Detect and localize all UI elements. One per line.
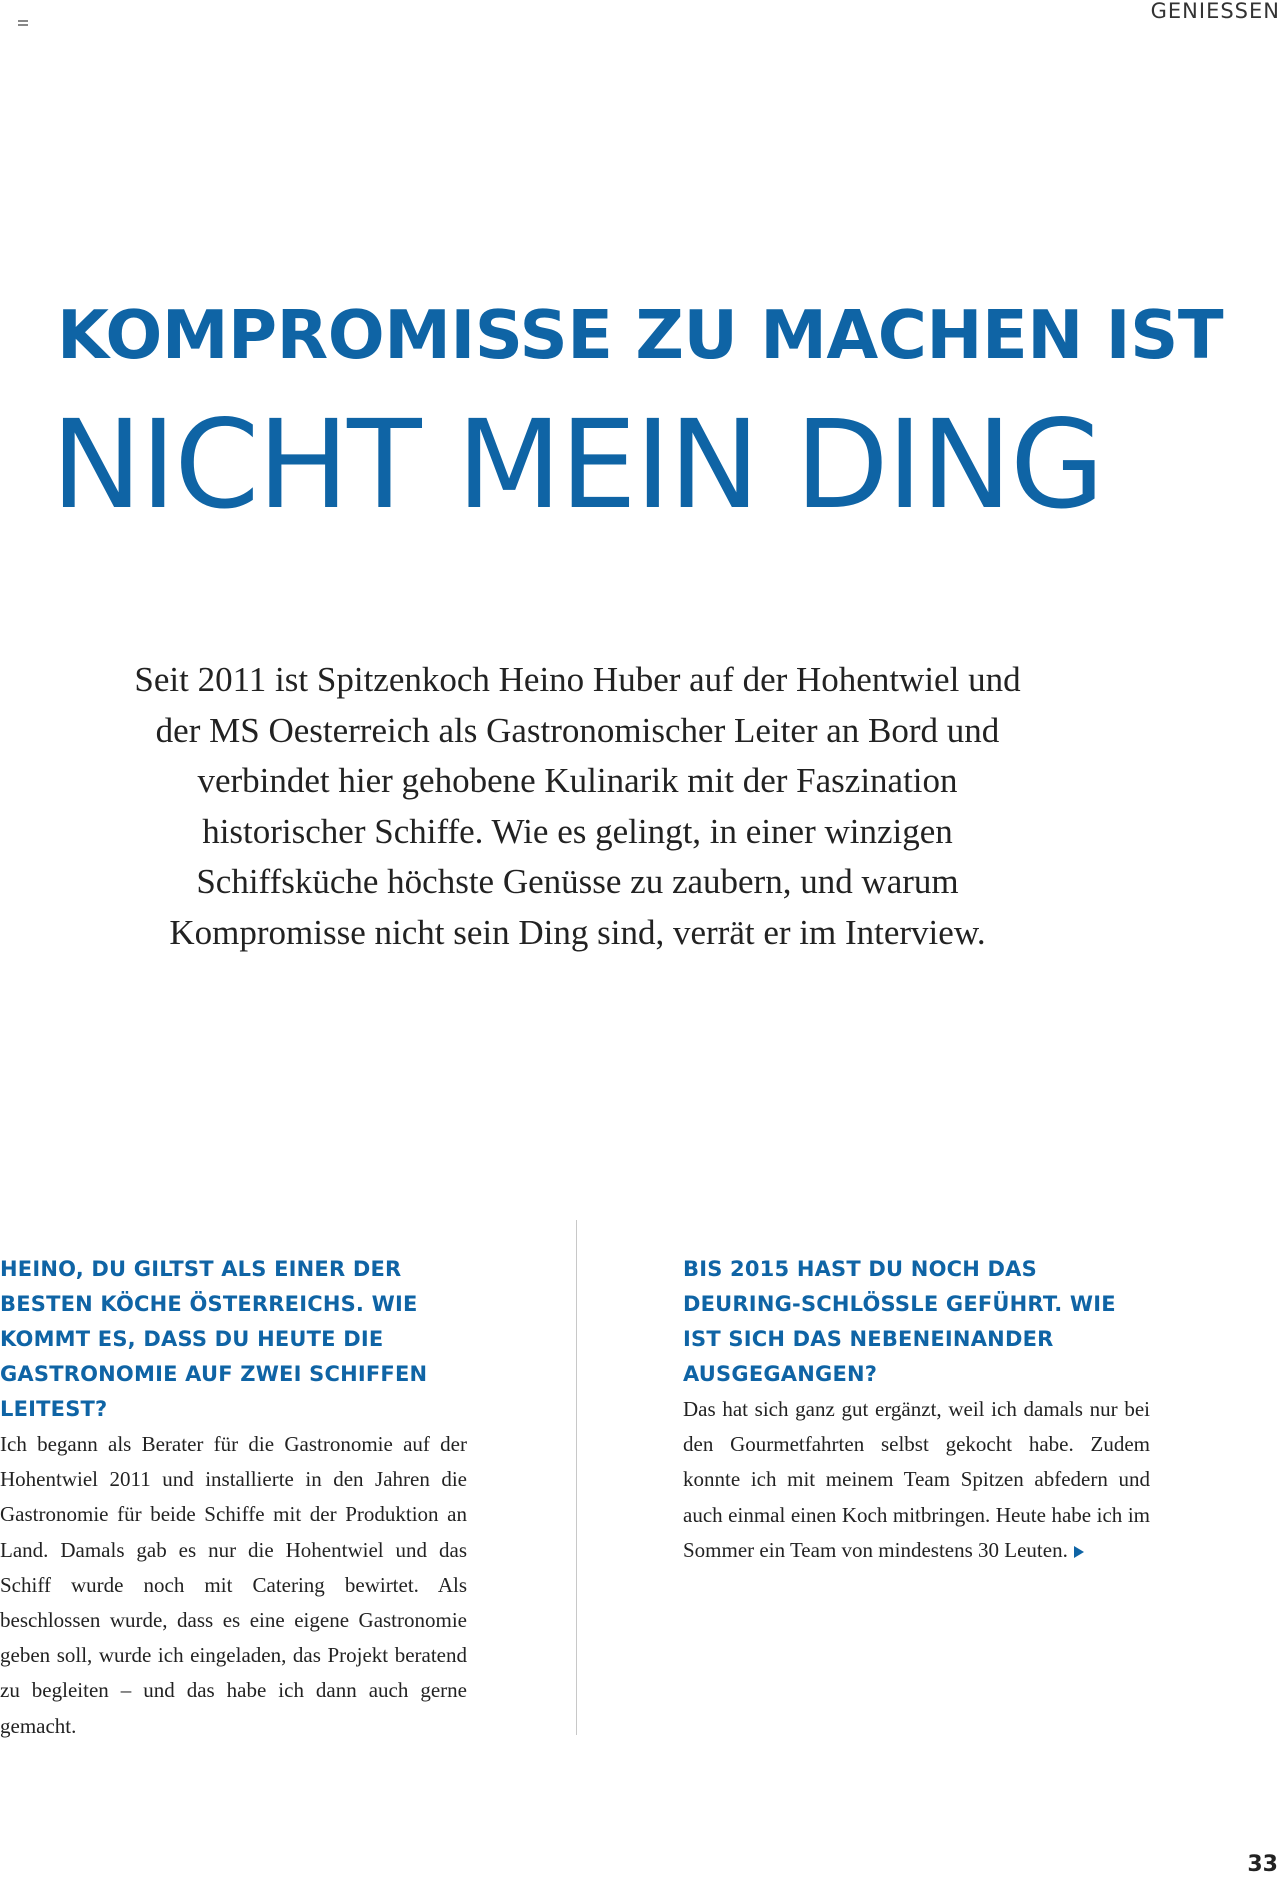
column-divider xyxy=(576,1220,577,1735)
article-title-line-2: NICHT MEIN DING xyxy=(51,394,1103,536)
interview-block-left xyxy=(0,1252,467,1744)
section-label: GENIESSEN xyxy=(1150,0,1280,23)
page-number: 33 xyxy=(1247,1852,1278,1877)
interview-block-right xyxy=(683,1252,1150,1568)
arrow-right-icon xyxy=(1074,1546,1084,1558)
article-intro: Seit 2011 ist Spitzenkoch Heino Huber auf der Hohentwiel und der MS Oesterreich als Gastronomischer Leiter an Bord und verbindet hier gehobene Kulinarik mit der Faszination historischer Schiffe. Wie es gelingt, in einer winzigen Schiffsküche höchste Genüsse zu zaubern, und warum Kompromisse nicht sein Ding sind, verrät er im Interview. xyxy=(134,660,1021,952)
article-title-line-1: KOMPROMISSE ZU MACHEN IST xyxy=(57,296,1224,374)
interview-answer: Das hat sich ganz gut ergänzt, weil ich damals nur bei den Gourmetfahrten selbst gekocht habe. Zudem konnte ich mit meinem Team Spitzen abfedern und auch einmal einen Koch mitbringen. Heute habe ich im Sommer ein Team von mindestens 30 Leuten. xyxy=(683,1397,1150,1562)
interview-question: BIS 2015 HAST DU NOCH DAS DEURING-SCHLÖSSLE GEFÜHRT. WIE IST SICH DAS NEBENEINANDER AUSGEGANGEN? xyxy=(683,1257,1116,1386)
interview-answer-wrapper xyxy=(683,1392,1150,1568)
interview-question: HEINO, DU GILTST ALS EINER DER BESTEN KÖCHE ÖSTERREICHS. WIE KOMMT ES, DASS DU HEUTE DIE GASTRONOMIE AUF ZWEI SCHIFFEN LEITEST? xyxy=(0,1257,428,1421)
interview-answer: Ich begann als Berater für die Gastronomie auf der Hohentwiel 2011 und installierte in den Jahren die Gastronomie für beide Schiffe mit der Produktion an Land. Damals gab es nur die Hohentwiel und das Schiff wurde noch mit Catering bewirtet. Als beschlossen wurde, dass es eine eigene Gastronomie geben soll, wurde ich eingeladen, das Projekt beratend zu begleiten – und das habe ich dann auch gerne gemacht. xyxy=(0,1432,467,1738)
menu-lines-icon xyxy=(18,20,28,26)
